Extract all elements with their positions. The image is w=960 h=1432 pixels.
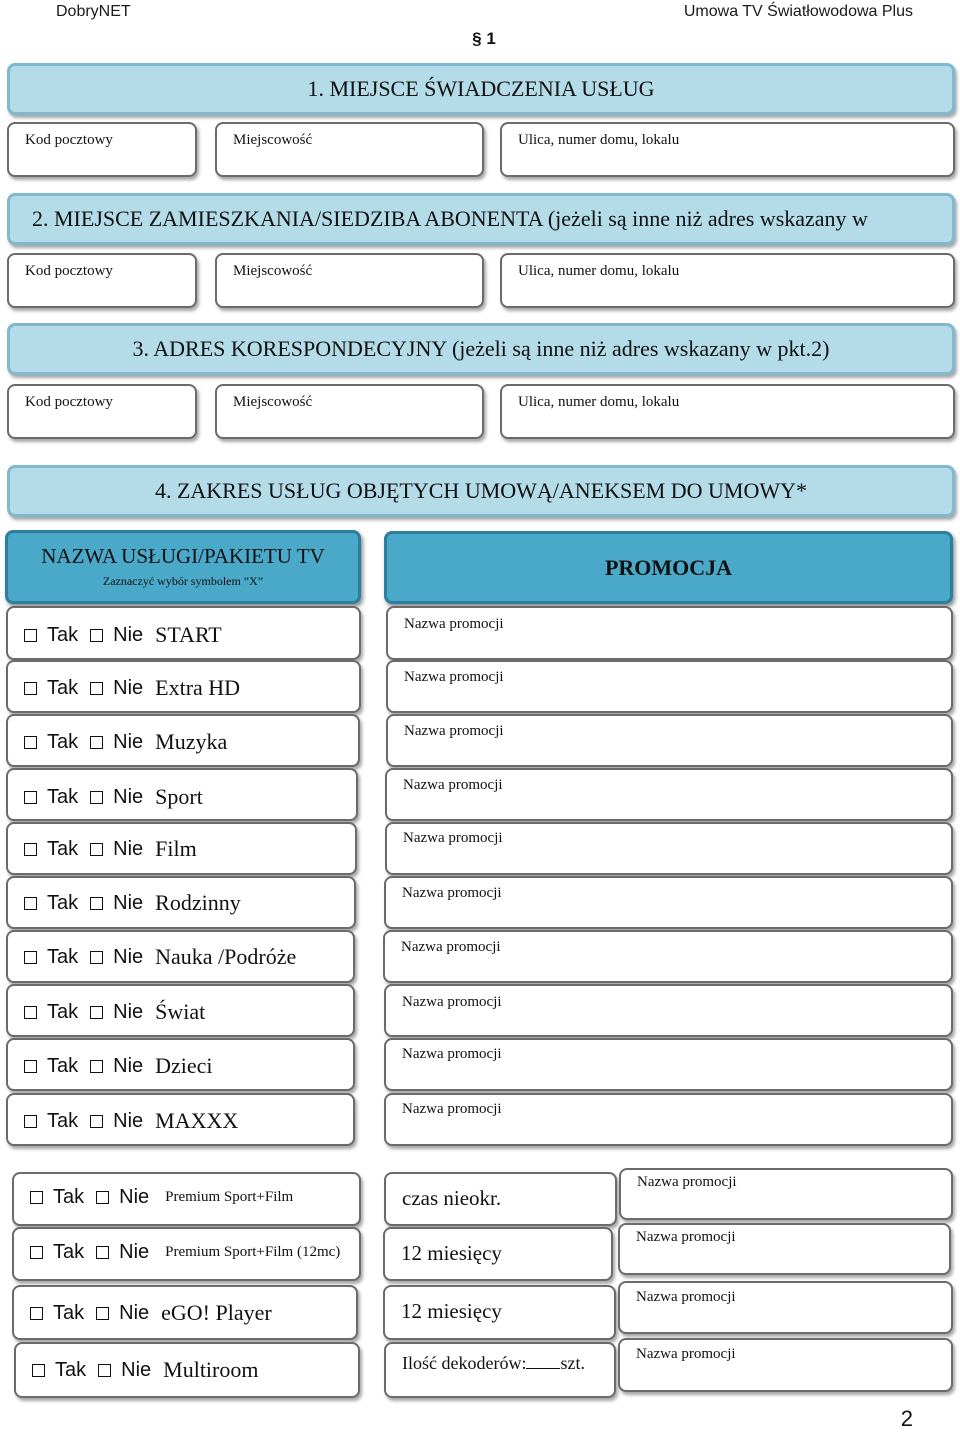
yes-checkbox[interactable] <box>24 1060 37 1073</box>
package-option-row <box>6 1038 355 1091</box>
package-option <box>22 675 240 701</box>
period-label: czas nieokr. <box>402 1186 502 1210</box>
yes-checkbox[interactable] <box>24 791 37 804</box>
section3-title: 3. ADRES KORESPONDECYJNY (jeżeli są inne niż adres wskazany w pkt.2) <box>7 323 955 375</box>
section4-title: 4. ZAKRES USŁUG OBJĘTYCH UMOWĄ/ANEKSEM DO UMOWY* <box>7 465 955 517</box>
yes-checkbox[interactable] <box>24 1115 37 1128</box>
premium-option-row <box>12 1172 361 1226</box>
no-label: Nie <box>113 837 144 860</box>
premium-name: Premium Sport+Film <box>165 1189 294 1205</box>
period-field <box>383 1227 613 1281</box>
section2-title: 2. MIEJSCE ZAMIESZKANIA/SIEDZIBA ABONENTA (jeżeli są inne niż adres wskazany w <box>7 193 955 245</box>
promo-name-field[interactable] <box>618 1338 953 1392</box>
yes-label: Tak <box>53 1301 85 1324</box>
package-option-row <box>6 768 358 821</box>
premium-option-row <box>14 1342 360 1398</box>
package-name: MAXXX <box>155 1108 239 1133</box>
yes-checkbox[interactable] <box>32 1364 45 1377</box>
no-checkbox[interactable] <box>90 951 103 964</box>
no-checkbox[interactable] <box>90 843 103 856</box>
no-label: Nie <box>113 1054 144 1077</box>
yes-label: Tak <box>47 891 79 914</box>
no-label: Nie <box>119 1301 150 1324</box>
package-option <box>22 784 203 810</box>
package-name: START <box>155 622 222 647</box>
no-label: Nie <box>121 1358 152 1381</box>
service-column-header <box>5 530 361 604</box>
no-label: Nie <box>113 1109 144 1132</box>
package-name: Sport <box>155 784 203 809</box>
promo-label: Nazwa promocji <box>404 616 504 632</box>
section3-city-field[interactable] <box>215 384 484 439</box>
no-checkbox[interactable] <box>90 629 103 642</box>
field-label: Kod pocztowy <box>25 263 113 279</box>
yes-checkbox[interactable] <box>24 897 37 910</box>
promo-name-field[interactable] <box>619 1168 953 1220</box>
package-option-row <box>6 714 360 767</box>
package-option <box>22 729 227 755</box>
no-label: Nie <box>119 1241 150 1263</box>
package-name: Rodzinny <box>155 890 241 915</box>
promo-name-field[interactable] <box>386 660 953 713</box>
no-label: Nie <box>113 623 144 646</box>
yes-label: Tak <box>47 1054 79 1077</box>
package-option <box>22 836 197 862</box>
premium-option-row <box>12 1227 361 1281</box>
yes-checkbox[interactable] <box>24 629 37 642</box>
promo-name-field[interactable] <box>385 768 953 821</box>
section1-street-field[interactable] <box>500 122 955 177</box>
premium-option-row <box>12 1285 358 1340</box>
no-label: Nie <box>113 891 144 914</box>
promo-name-field[interactable] <box>383 930 953 983</box>
yes-checkbox[interactable] <box>24 1006 37 1019</box>
decoder-count-label: Ilość dekoderów: <box>402 1353 527 1373</box>
yes-label: Tak <box>47 1109 79 1132</box>
section1-title: 1. MIEJSCE ŚWIADCZENIA USŁUG <box>7 63 955 115</box>
no-label: Nie <box>113 730 144 753</box>
no-checkbox[interactable] <box>96 1246 109 1259</box>
section3-street-field[interactable] <box>500 384 955 439</box>
yes-label: Tak <box>55 1358 87 1381</box>
promo-column-header: PROMOCJA <box>384 531 953 604</box>
period-field <box>384 1172 617 1226</box>
promo-name-field[interactable] <box>618 1223 951 1275</box>
premium-option <box>28 1186 293 1209</box>
package-name: Świat <box>155 999 206 1024</box>
yes-checkbox[interactable] <box>30 1246 43 1259</box>
promo-name-field[interactable] <box>386 714 953 767</box>
promo-label: Nazwa promocji <box>402 1046 502 1062</box>
promo-label: Nazwa promocji <box>403 830 503 846</box>
yes-label: Tak <box>47 623 79 646</box>
service-column-title: NAZWA USŁUGI/PAKIETU TV <box>41 544 325 568</box>
package-name: Extra HD <box>155 675 241 700</box>
package-option <box>22 944 296 970</box>
page-number: 2 <box>900 1406 913 1431</box>
no-label: Nie <box>119 1186 150 1208</box>
period-label <box>402 1353 585 1374</box>
promo-name-field[interactable] <box>386 606 953 660</box>
package-option <box>22 1108 238 1134</box>
decoder-unit: szt. <box>560 1353 585 1373</box>
no-checkbox[interactable] <box>90 736 103 749</box>
no-label: Nie <box>113 945 144 968</box>
no-label: Nie <box>113 785 144 808</box>
no-checkbox[interactable] <box>98 1364 111 1377</box>
no-checkbox[interactable] <box>96 1191 109 1204</box>
promo-label: Nazwa promocji <box>402 885 502 901</box>
yes-checkbox[interactable] <box>30 1191 43 1204</box>
promo-label: Nazwa promocji <box>637 1174 737 1190</box>
field-label: Ulica, numer domu, lokalu <box>518 132 680 148</box>
yes-checkbox[interactable] <box>24 951 37 964</box>
package-option <box>22 999 205 1025</box>
yes-label: Tak <box>47 676 79 699</box>
yes-label: Tak <box>47 730 79 753</box>
package-name: Nauka /Podróże <box>155 944 297 969</box>
period-field[interactable] <box>384 1342 616 1398</box>
yes-label: Tak <box>53 1186 85 1208</box>
yes-label: Tak <box>47 837 79 860</box>
package-option-row <box>6 822 357 875</box>
package-option-row <box>6 1093 355 1146</box>
package-option-row <box>6 984 355 1037</box>
premium-name: Premium Sport+Film (12mc) <box>165 1244 341 1260</box>
paragraph-mark: § 1 <box>472 29 496 48</box>
package-name: Dzieci <box>155 1053 213 1078</box>
no-checkbox[interactable] <box>96 1307 109 1320</box>
package-name: Muzyka <box>155 729 228 754</box>
yes-checkbox[interactable] <box>30 1307 43 1320</box>
promo-label: Nazwa promocji <box>404 669 504 685</box>
promo-name-field[interactable] <box>385 822 953 875</box>
service-column-hint: Zaznaczyć wybór symbolem ”X” <box>102 574 264 588</box>
yes-label: Tak <box>47 945 79 968</box>
yes-label: Tak <box>47 785 79 808</box>
no-checkbox[interactable] <box>90 682 103 695</box>
promo-name-field[interactable] <box>618 1281 953 1334</box>
package-option <box>22 890 241 916</box>
yes-label: Tak <box>53 1241 85 1263</box>
field-label: Kod pocztowy <box>25 132 113 148</box>
promo-name-field[interactable] <box>384 1093 953 1146</box>
no-label: Nie <box>113 676 144 699</box>
field-label: Miejscowość <box>233 394 313 410</box>
promo-name-field[interactable] <box>384 1038 953 1091</box>
no-checkbox[interactable] <box>90 1115 103 1128</box>
period-label: 12 miesięcy <box>401 1241 502 1265</box>
promo-label: Nazwa promocji <box>401 939 501 955</box>
no-checkbox[interactable] <box>90 1006 103 1019</box>
promo-label: Nazwa promocji <box>636 1346 736 1362</box>
premium-name: Multiroom <box>163 1357 259 1382</box>
promo-label: Nazwa promocji <box>402 1101 502 1117</box>
field-label: Miejscowość <box>233 263 313 279</box>
section1-postal-code-field[interactable] <box>7 122 197 177</box>
section3-postal-code-field[interactable] <box>7 384 197 439</box>
period-label: 12 miesięcy <box>401 1299 502 1323</box>
promo-label: Nazwa promocji <box>402 994 502 1010</box>
promo-label: Nazwa promocji <box>636 1229 736 1245</box>
yes-checkbox[interactable] <box>24 682 37 695</box>
promo-name-field[interactable] <box>384 876 953 929</box>
company-name: DobryNET <box>56 3 131 20</box>
field-label: Ulica, numer domu, lokalu <box>518 263 680 279</box>
premium-option <box>30 1357 258 1383</box>
section1-city-field[interactable] <box>215 122 484 177</box>
package-name: Film <box>155 836 197 861</box>
promo-label: Nazwa promocji <box>636 1289 736 1305</box>
package-option-row <box>6 660 361 713</box>
premium-option <box>28 1241 340 1264</box>
yes-checkbox[interactable] <box>24 736 37 749</box>
period-field <box>383 1285 616 1340</box>
field-label: Kod pocztowy <box>25 394 113 410</box>
yes-label: Tak <box>47 1000 79 1023</box>
no-checkbox[interactable] <box>90 791 103 804</box>
decoder-count-blank[interactable] <box>526 1354 560 1369</box>
no-label: Nie <box>113 1000 144 1023</box>
document-title: Umowa TV Światłowodowa Plus <box>683 3 913 20</box>
field-label: Ulica, numer domu, lokalu <box>518 394 680 410</box>
premium-option <box>28 1300 272 1326</box>
promo-name-field[interactable] <box>384 984 953 1037</box>
no-checkbox[interactable] <box>90 897 103 910</box>
package-option <box>22 1053 213 1079</box>
section2-postal-code-field[interactable] <box>7 253 197 308</box>
promo-label: Nazwa promocji <box>403 777 503 793</box>
package-option-row <box>6 930 355 983</box>
package-option-row <box>6 876 356 929</box>
package-option-row <box>6 606 361 660</box>
package-option <box>22 622 222 648</box>
field-label: Miejscowość <box>233 132 313 148</box>
section2-city-field[interactable] <box>215 253 484 308</box>
yes-checkbox[interactable] <box>24 843 37 856</box>
no-checkbox[interactable] <box>90 1060 103 1073</box>
premium-name: eGO! Player <box>161 1300 272 1325</box>
section2-street-field[interactable] <box>500 253 955 308</box>
promo-label: Nazwa promocji <box>404 723 504 739</box>
